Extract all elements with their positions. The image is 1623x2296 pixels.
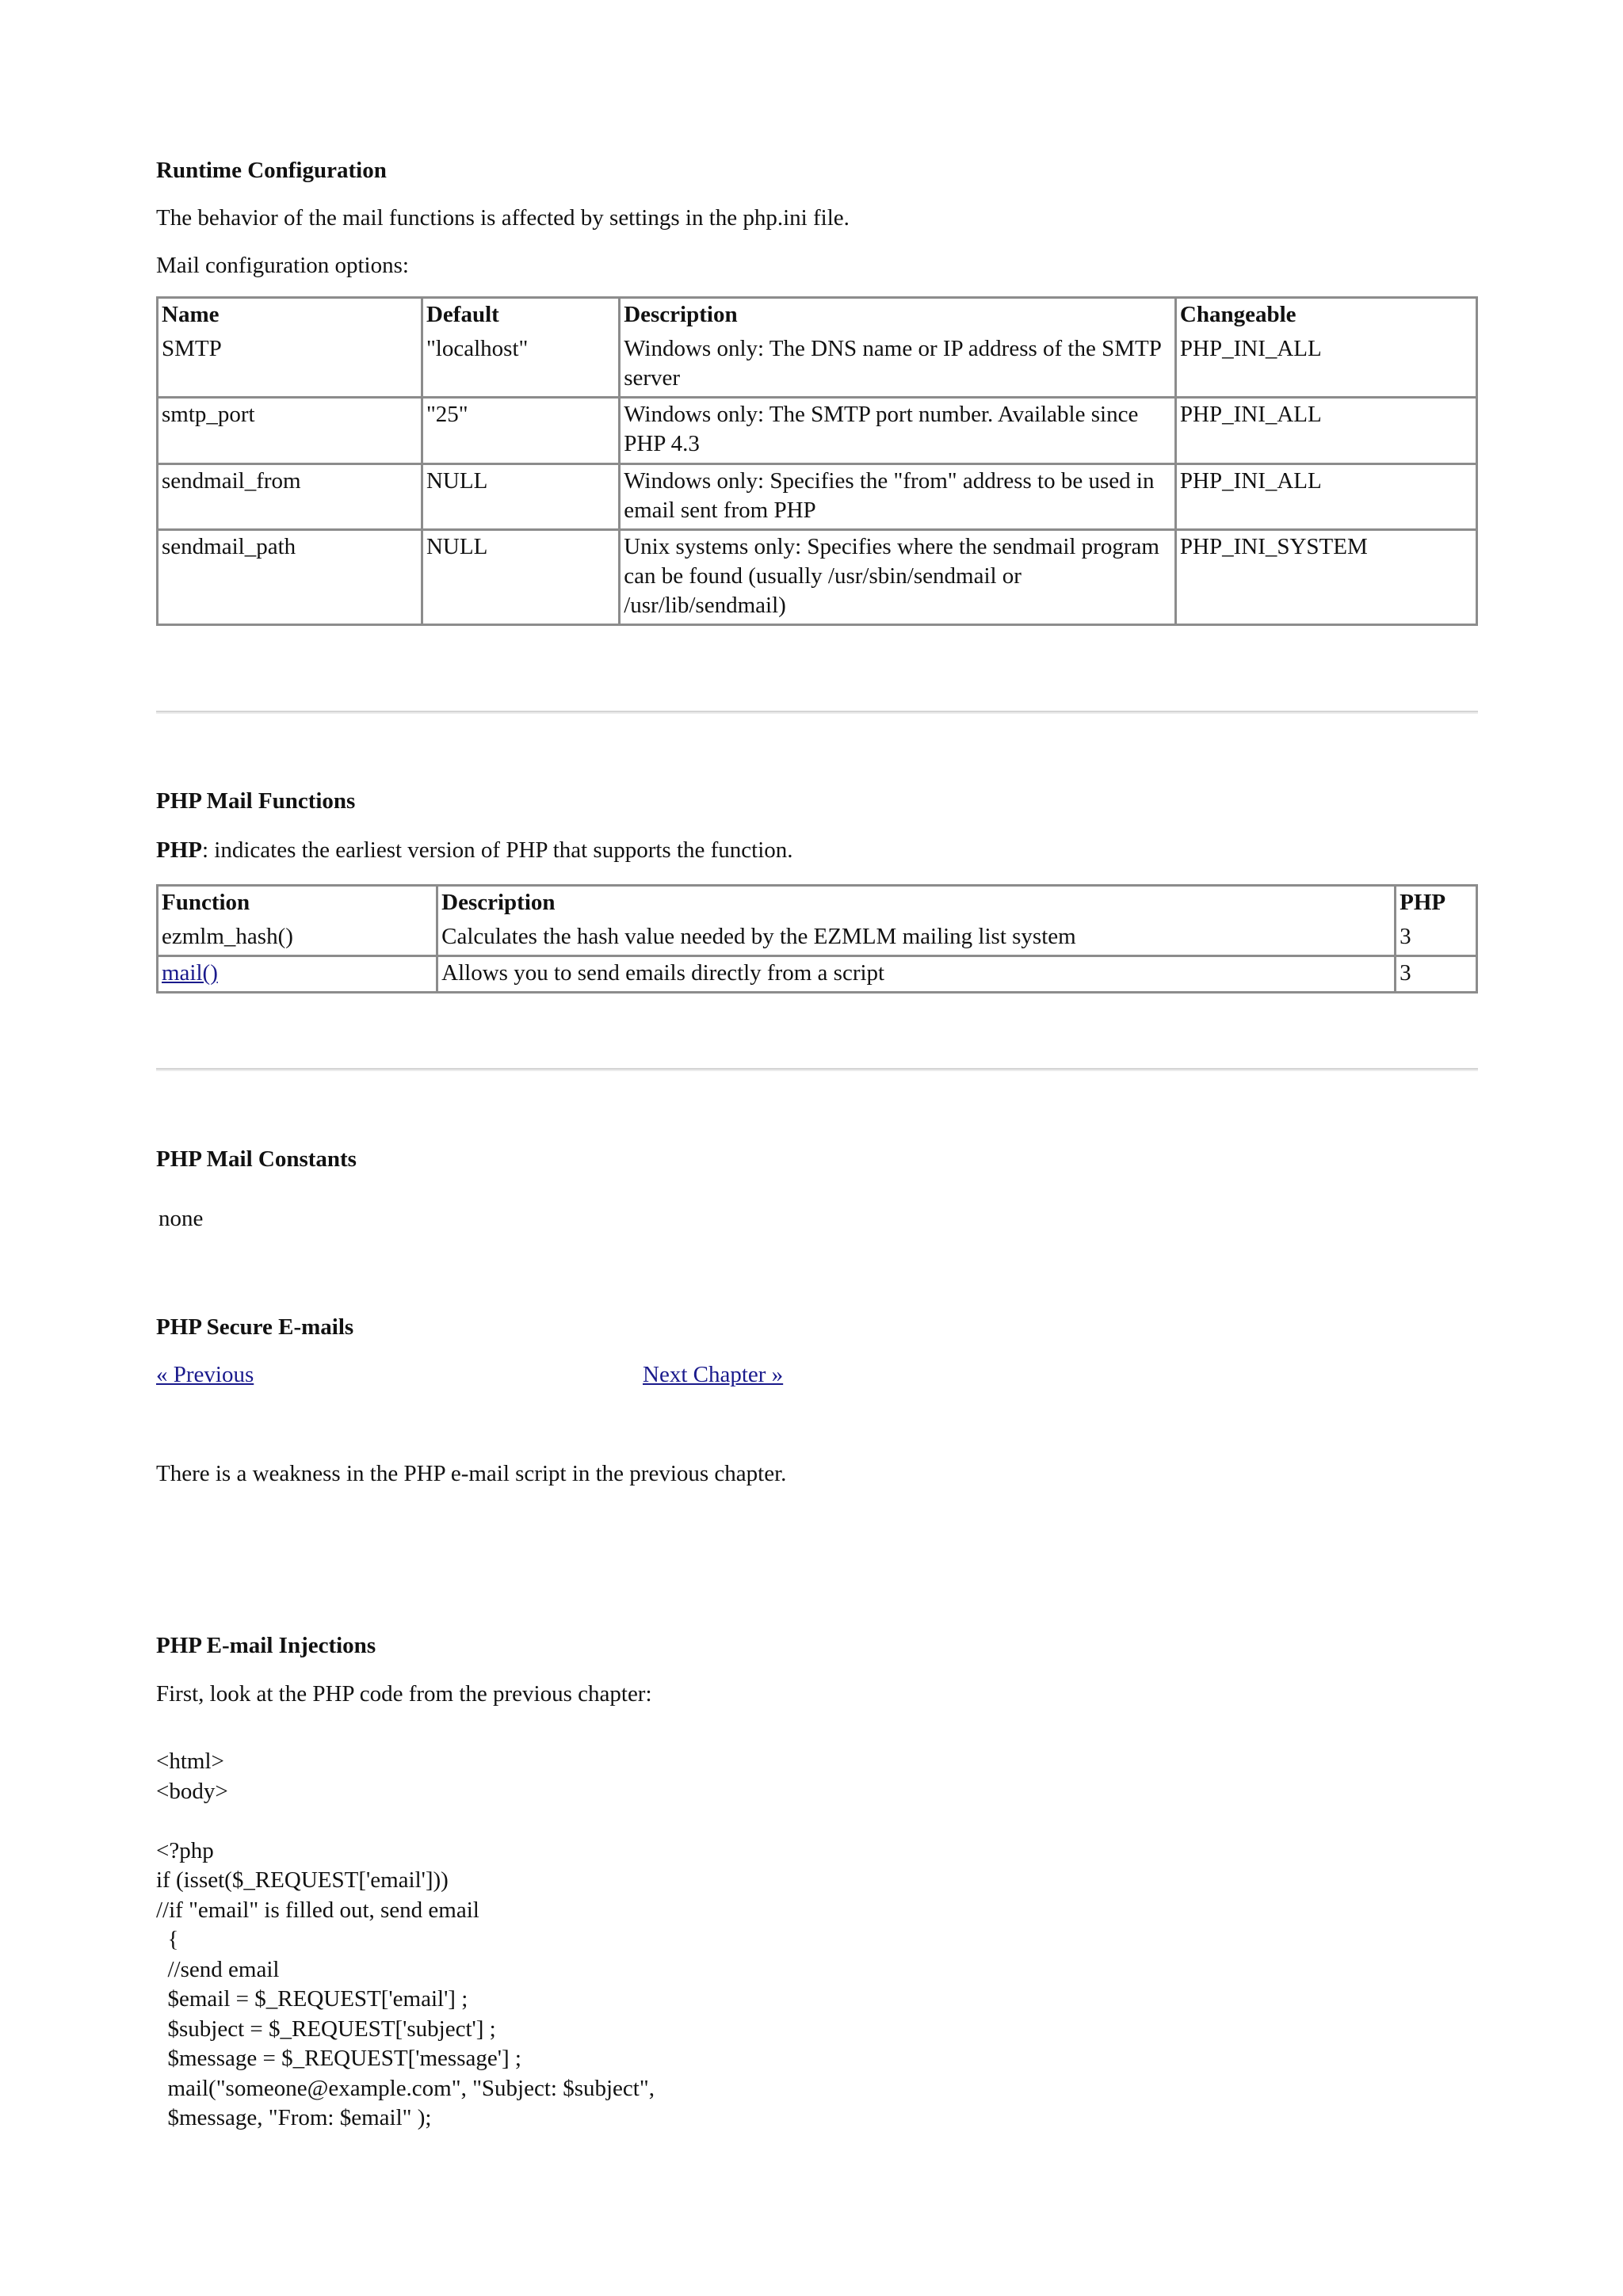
table-row [158,333,1476,399]
function-php-cell: 3 [1396,921,1476,957]
config-default-cell: NULL [423,531,621,624]
table-row [158,399,1476,464]
previous-link[interactable]: « Previous [156,1362,254,1387]
table-row [158,957,1476,991]
config-default-cell: NULL [423,465,621,531]
config-table-header [158,299,1476,333]
functions-col-function: Function [158,887,438,921]
config-table [156,296,1478,626]
config-description-cell: Windows only: The SMTP port number. Available since PHP 4.3 [621,399,1177,464]
functions-col-php: PHP [1400,890,1446,915]
config-col-description: Description [621,299,1177,333]
config-description-cell: Windows only: The DNS name or IP address of the SMTP server [621,333,1177,399]
functions-table-header [158,887,1476,921]
function-description-cell: Allows you to send emails directly from a script [438,957,1396,991]
config-name-cell: SMTP [158,333,423,399]
config-col-name: Name [158,299,423,333]
table-row [158,465,1476,531]
mail-function-link[interactable]: mail() [162,960,218,986]
config-changeable-cell: PHP_INI_ALL [1177,333,1476,399]
functions-note-bold: PHP [156,837,202,863]
table-row [158,921,1476,957]
constants-heading: PHP Mail Constants [156,1146,357,1172]
constants-value: none [158,1206,204,1231]
runtime-intro: The behavior of the mail functions is affected by settings in the php.ini file. [156,205,850,231]
config-description-cell: Windows only: Specifies the "from" address to be used in email sent from PHP [621,465,1177,531]
section-divider [156,1068,1478,1071]
injections-heading: PHP E-mail Injections [156,1633,376,1658]
config-name-cell: smtp_port [158,399,423,464]
next-chapter-link[interactable]: Next Chapter » [643,1362,784,1387]
runtime-options-label: Mail configuration options: [156,253,409,278]
functions-note-text: : indicates the earliest version of PHP that supports the function. [202,837,793,863]
secure-heading: PHP Secure E-mails [156,1314,354,1340]
config-default-cell: "25" [423,399,621,464]
config-col-changeable: Changeable [1179,302,1296,327]
config-description-cell: Unix systems only: Specifies where the sendmail program can be found (usually /usr/sbin/sendmail or /usr/lib/sendmail) [621,531,1177,624]
function-description-cell: Calculates the hash value needed by the EZMLM mailing list system [438,921,1396,957]
function-name-cell: ezmlm_hash() [158,921,438,957]
config-changeable-cell: PHP_INI_SYSTEM [1179,533,1368,559]
config-col-default: Default [423,299,621,333]
functions-table [156,884,1478,994]
injections-intro: First, look at the PHP code from the previous chapter: [156,1681,652,1707]
section-divider [156,711,1478,714]
functions-col-description: Description [438,887,1396,921]
config-changeable-cell: PHP_INI_ALL [1177,399,1476,464]
runtime-heading: Runtime Configuration [156,158,387,183]
functions-note [156,836,793,865]
config-name-cell: sendmail_path [158,531,423,624]
function-name-cell [158,957,438,991]
config-changeable-cell: PHP_INI_ALL [1177,465,1476,531]
config-name-cell: sendmail_from [158,465,423,531]
table-row [158,531,1476,624]
php-code-block: <html> <body> <?php if (isset($_REQUEST['email'])) //if "email" is filled out, send email { //send email $email = $_REQUEST['email'] ; $subject = $_REQUEST['subject'] ; $message = $_REQUEST['message'] ; mail("someone@example.com", "Subject: $subject", $message, "From: $email" ); [156,1749,655,2130]
weakness-text: There is a weakness in the PHP e-mail script in the previous chapter. [156,1461,787,1486]
functions-heading: PHP Mail Functions [156,788,356,814]
config-default-cell: "localhost" [423,333,621,399]
function-php-cell: 3 [1400,960,1411,986]
